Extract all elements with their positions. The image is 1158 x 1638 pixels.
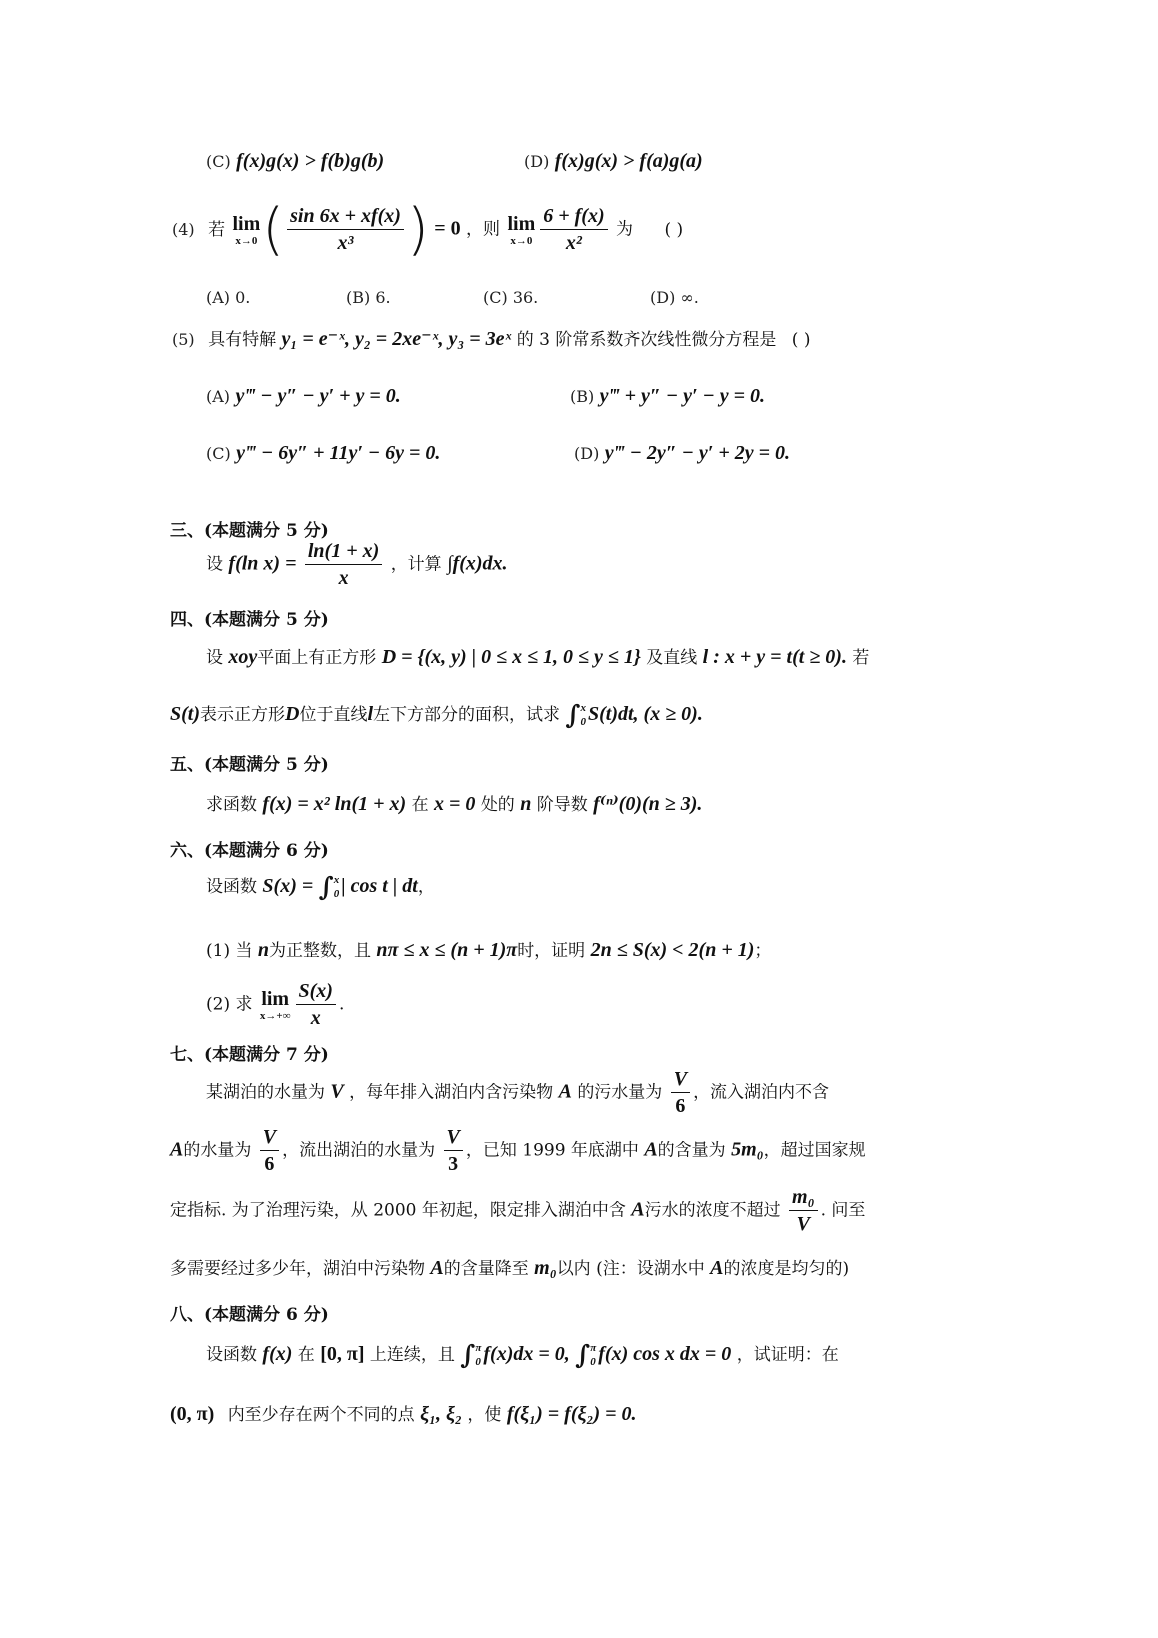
q4-fraction-1: $\frac{\sin 6x + xf(x)}{\text{x³}}$: [287, 205, 404, 255]
section-5-body: 求函数 f(x) = x² ln(1 + x) 在 x = 0 处的 n 阶导数 f⁽ⁿ⁾(0)(n ≥ 3).: [206, 793, 703, 815]
q3-option-d-expr: f(x)g(x) > f(a)g(a): [554, 150, 703, 172]
section-6-part-1: (1) 当 n为正整数，且 nπ ≤ x ≤ (n + 1)π时，证明 2n ≤ S(x) < 2(n + 1)；: [206, 939, 772, 961]
q3-option-c-expr: f(x)g(x) > f(b)g(b): [236, 150, 385, 172]
q4-question: (4) 若 lim x→0 ( $\frac{\sin 6x + xf(x)}{\text{x³}}$ ) = 0 ，则 lim x→0 $\frac{6 + f(x)}{\text{x²}}$ 为 ( ): [172, 197, 684, 262]
s3-integral: ∫f(x)dx.: [447, 552, 508, 575]
section-7-line-4: 多需要经过多少年，湖泊中污染物 A的含量降至 m₀以内 (注：设湖水中 A的浓度是均匀的): [170, 1257, 850, 1279]
q5-option-a: (A) y‴ − y″ − y′ + y = 0.: [206, 385, 401, 407]
q4-lim-2: lim x→0: [507, 212, 536, 247]
section-6-title: 六、(本题满分 6 分): [170, 841, 329, 861]
section-4-title: 四、(本题满分 5 分): [170, 610, 329, 630]
section-3-body: 设 f(ln x) = $\frac{\ln(1 + x)}{x}$ ，计算 ∫f(x)dx.: [206, 540, 508, 589]
s6-fraction: $\frac{S(x)}{x}$: [296, 980, 336, 1030]
section-6-body: 设函数 S(x) = ∫x 0 | cos t | dt，: [206, 872, 435, 903]
q3-option-d: (D) f(x)g(x) > f(a)g(a): [524, 150, 703, 172]
s3-fraction: $\frac{\ln(1 + x)}{x}$: [305, 540, 382, 590]
section-7-line-2: A的水量为 $\frac{V}{6}$ ，流出湖泊的水量为 $\frac{V}{3}$ ，已知 1999 年底湖中 A的含量为 5m₀，超过国家规: [170, 1126, 866, 1175]
q5-solutions: y₁ = e⁻ˣ, y₂ = 2xe⁻ˣ, y₃ = 3eˣ: [281, 328, 512, 350]
q5-option-b: (B) y‴ + y″ − y′ − y = 0.: [570, 385, 765, 407]
section-8-line-1: 设函数 f(x) 在 [0, π] 上连续，且 ∫π 0 f(x)dx = 0, ∫π 0 f(x) cos x dx = 0 ，试证明：在: [206, 1340, 839, 1371]
section-6-part-2: (2) 求 lim x→+∞ $\frac{S(x)}{x}$ .: [206, 980, 345, 1029]
section-7-title: 七、(本题满分 7 分): [170, 1045, 329, 1065]
q5-option-d: (D) y‴ − 2y″ − y′ + 2y = 0.: [574, 442, 791, 464]
section-4-line-1: 设 xoy平面上有正方形 D = {(x, y) | 0 ≤ x ≤ 1, 0 ≤ y ≤ 1} 及直线 l : x + y = t(t ≥ 0). 若: [206, 646, 870, 668]
q5-option-c: (C) y‴ − 6y″ + 11y′ − 6y = 0.: [206, 442, 441, 464]
section-5-title: 五、(本题满分 5 分): [170, 755, 329, 775]
q5-question: (5) 具有特解 y₁ = e⁻ˣ, y₂ = 2xe⁻ˣ, y₃ = 3eˣ 的 3 阶常系数齐次线性微分方程是 ( ): [172, 328, 811, 350]
section-8-line-2: (0, π) 内至少存在两个不同的点 ξ₁, ξ₂ ，使 f(ξ₁) = f(ξ₂) = 0.: [170, 1403, 637, 1425]
q4-fraction-2: $\frac{6 + f(x)}{\text{x²}}$: [540, 205, 607, 255]
q4-lim-1: lim x→0: [232, 212, 261, 247]
section-7-line-3: 定指标. 为了治理污染，从 2000 年初起，限定排入湖泊中含 A污水的浓度不超过 $\frac{\text{m₀}}{V}$ . 问至: [170, 1186, 866, 1235]
q4-option-a: (A) 0.: [206, 288, 251, 307]
q4-option-d: (D) ∞.: [650, 288, 699, 307]
section-8-title: 八、(本题满分 6 分): [170, 1305, 329, 1325]
q3-option-c: (C) f(x)g(x) > f(b)g(b): [206, 150, 385, 172]
section-3-title: 三、(本题满分 5 分): [170, 521, 329, 541]
q4-option-b: (B) 6.: [346, 288, 391, 307]
section-7-line-1: 某湖泊的水量为 V ，每年排入湖泊内含污染物 A 的污水量为 $\frac{V}{6}$ ，流入湖泊内不含: [206, 1068, 830, 1117]
q4-option-c: (C) 36.: [483, 288, 539, 307]
section-4-line-2: S(t)表示正方形D位于直线l左下方部分的面积，试求 ∫x 0 S(t)dt, (x ≥ 0).: [170, 700, 703, 731]
